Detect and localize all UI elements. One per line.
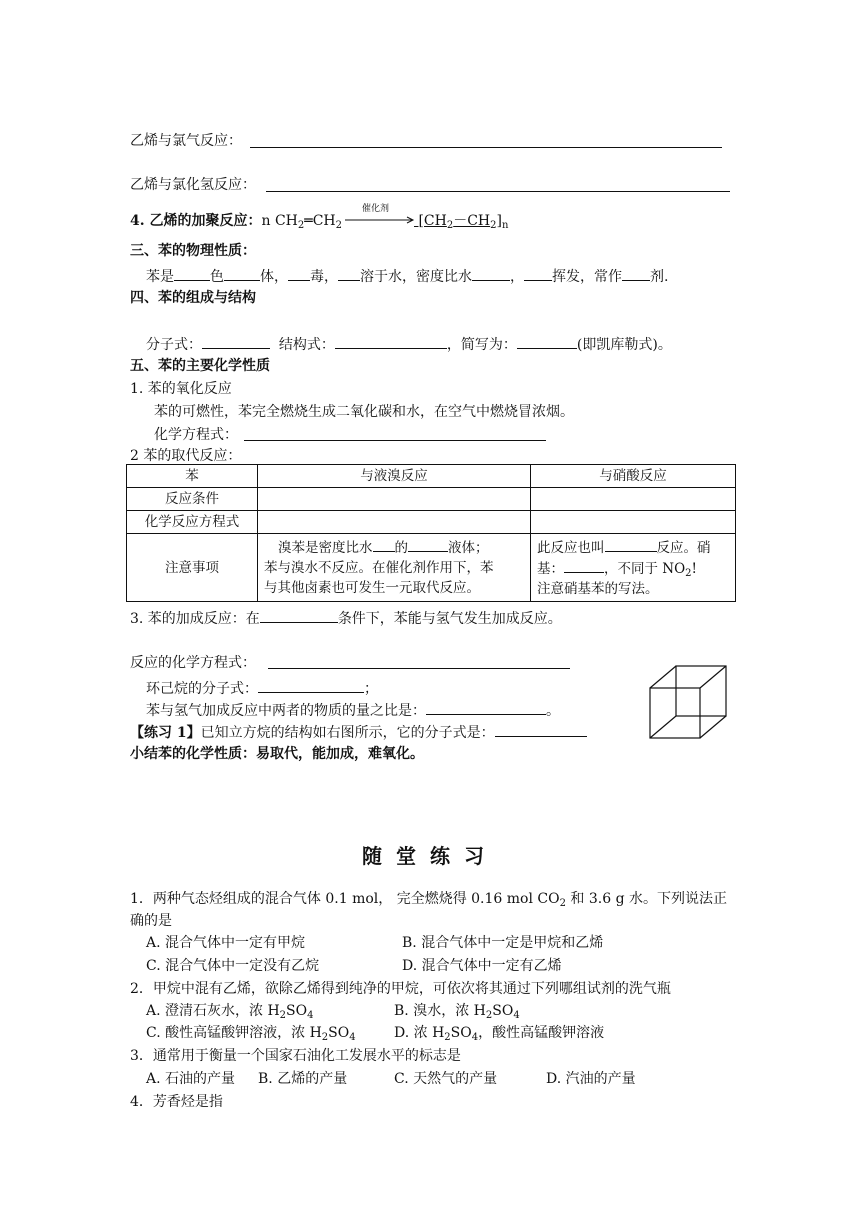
question-1-cont: 确的是 xyxy=(130,913,172,929)
question-2: 2．甲烷中混有乙烯，欲除乙烯得到纯净的甲烷，可依次将其通过下列哪组试剂的洗气瓶 xyxy=(130,981,671,997)
option-c[interactable]: C. 酸性高锰酸钾溶液，浓 $H_2SO_4$ xyxy=(146,1025,356,1043)
equation-label: 化学方程式： xyxy=(154,427,238,443)
question-4: 4．芳香烃是指 xyxy=(130,1094,223,1110)
section-5-heading: 五、苯的主要化学性质 xyxy=(130,358,270,374)
oxidation-heading: 1. 苯的氧化反应 xyxy=(130,381,232,397)
table-row-label: 化学反应方程式 xyxy=(127,511,258,534)
mole-ratio-line: 苯与氢气加成反应中两者的物质的量之比是： 。 xyxy=(146,700,560,720)
table-row-label: 注意事项 xyxy=(127,534,258,602)
answer-line[interactable] xyxy=(250,147,722,148)
substitution-heading: 2 苯的取代反应： xyxy=(130,448,242,464)
option-a[interactable]: A. 石油的产量 xyxy=(146,1071,236,1087)
table-header: 与液溴反应 xyxy=(258,465,531,488)
summary-line: 小结苯的化学性质：易取代，能加成，难氧化。 xyxy=(130,746,424,762)
option-d[interactable]: D. 浓 $H_2SO_4$，酸性高锰酸钾溶液 xyxy=(394,1025,605,1043)
table-cell[interactable] xyxy=(531,511,736,534)
question-1: 1．两种气态烃组成的混合气体 0.1 mol， 完全燃烧得 0.16 mol $CO_2$ 和 3.6 g 水。下列说法正 xyxy=(130,891,728,909)
nitration-notes: 此反应也叫 反应。硝 基： ，不同于 $NO_2$! 注意硝基苯的写法。 xyxy=(531,534,736,602)
section-4-heading: 四、苯的组成与结构 xyxy=(130,290,256,306)
bromination-notes: 溴苯是密度比水 的 液体； 苯与溴水不反应。在催化剂作用下，苯 与其他卤素也可发生一元取代反应。 xyxy=(258,534,531,602)
answer-line[interactable] xyxy=(244,440,546,441)
option-c[interactable]: C. 混合气体中一定没有乙烷 xyxy=(146,958,320,974)
polymerization-line: 4. 乙烯的加聚反应：n $CH_2═CH_2$ xyxy=(130,213,342,231)
ethylene-chlorine-label: 乙烯与氯气反应： xyxy=(130,133,242,149)
exercise-1: 【练习 1】已知立方烷的结构如右图所示，它的分子式是： xyxy=(130,722,587,742)
benzene-physical-properties: 苯是 色 体， 毒， 溶于水，密度比水 ， 挥发，常作 剂. xyxy=(146,266,668,286)
reaction-equation-label: 反应的化学方程式： xyxy=(130,655,256,671)
substitution-table xyxy=(126,464,736,602)
table-header: 苯 xyxy=(127,465,258,488)
polymer-formula: $[CH_2-CH_2]_n$ xyxy=(418,213,509,231)
answer-line[interactable] xyxy=(266,191,730,192)
cyclohexane-line: 环己烷的分子式： ； xyxy=(146,678,378,698)
table-cell[interactable] xyxy=(531,488,736,511)
table-header: 与硝酸反应 xyxy=(531,465,736,488)
table-cell[interactable] xyxy=(258,488,531,511)
option-d[interactable]: D. 汽油的产量 xyxy=(546,1071,636,1087)
answer-line[interactable] xyxy=(268,668,570,669)
addition-reaction-line: 3. 苯的加成反应：在 条件下，苯能与氢气发生加成反应。 xyxy=(130,608,562,628)
option-b[interactable]: B. 乙烯的产量 xyxy=(258,1071,348,1087)
option-d[interactable]: D. 混合气体中一定有乙烯 xyxy=(402,958,562,974)
benzene-structure-line: 分子式： 结构式： ，简写为： (即凯库勒式)。 xyxy=(146,334,672,354)
practice-title: 随堂练习 xyxy=(362,844,498,868)
catalyst-label: 催化剂 xyxy=(362,204,390,214)
table-cell[interactable] xyxy=(258,511,531,534)
table-row-label: 反应条件 xyxy=(127,488,258,511)
question-3: 3．通常用于衡量一个国家石油化工发展水平的标志是 xyxy=(130,1048,461,1064)
section-3-heading: 三、苯的物理性质： xyxy=(130,243,256,259)
option-a[interactable]: A. 混合气体中一定有甲烷 xyxy=(146,935,306,951)
option-a[interactable]: A. 澄清石灰水，浓 $H_2SO_4$ xyxy=(146,1003,314,1021)
option-c[interactable]: C. 天然气的产量 xyxy=(394,1071,498,1087)
reaction-arrow-icon xyxy=(345,214,417,226)
ethylene-hcl-label: 乙烯与氯化氢反应： xyxy=(130,177,256,193)
option-b[interactable]: B. 混合气体中一定是甲烷和乙烯 xyxy=(402,935,604,951)
combustion-text: 苯的可燃性，苯完全燃烧生成二氧化碳和水，在空气中燃烧冒浓烟。 xyxy=(154,404,574,420)
option-b[interactable]: B. 溴水，浓 $H_2SO_4$ xyxy=(394,1003,520,1021)
cubane-cube-icon xyxy=(646,662,730,742)
